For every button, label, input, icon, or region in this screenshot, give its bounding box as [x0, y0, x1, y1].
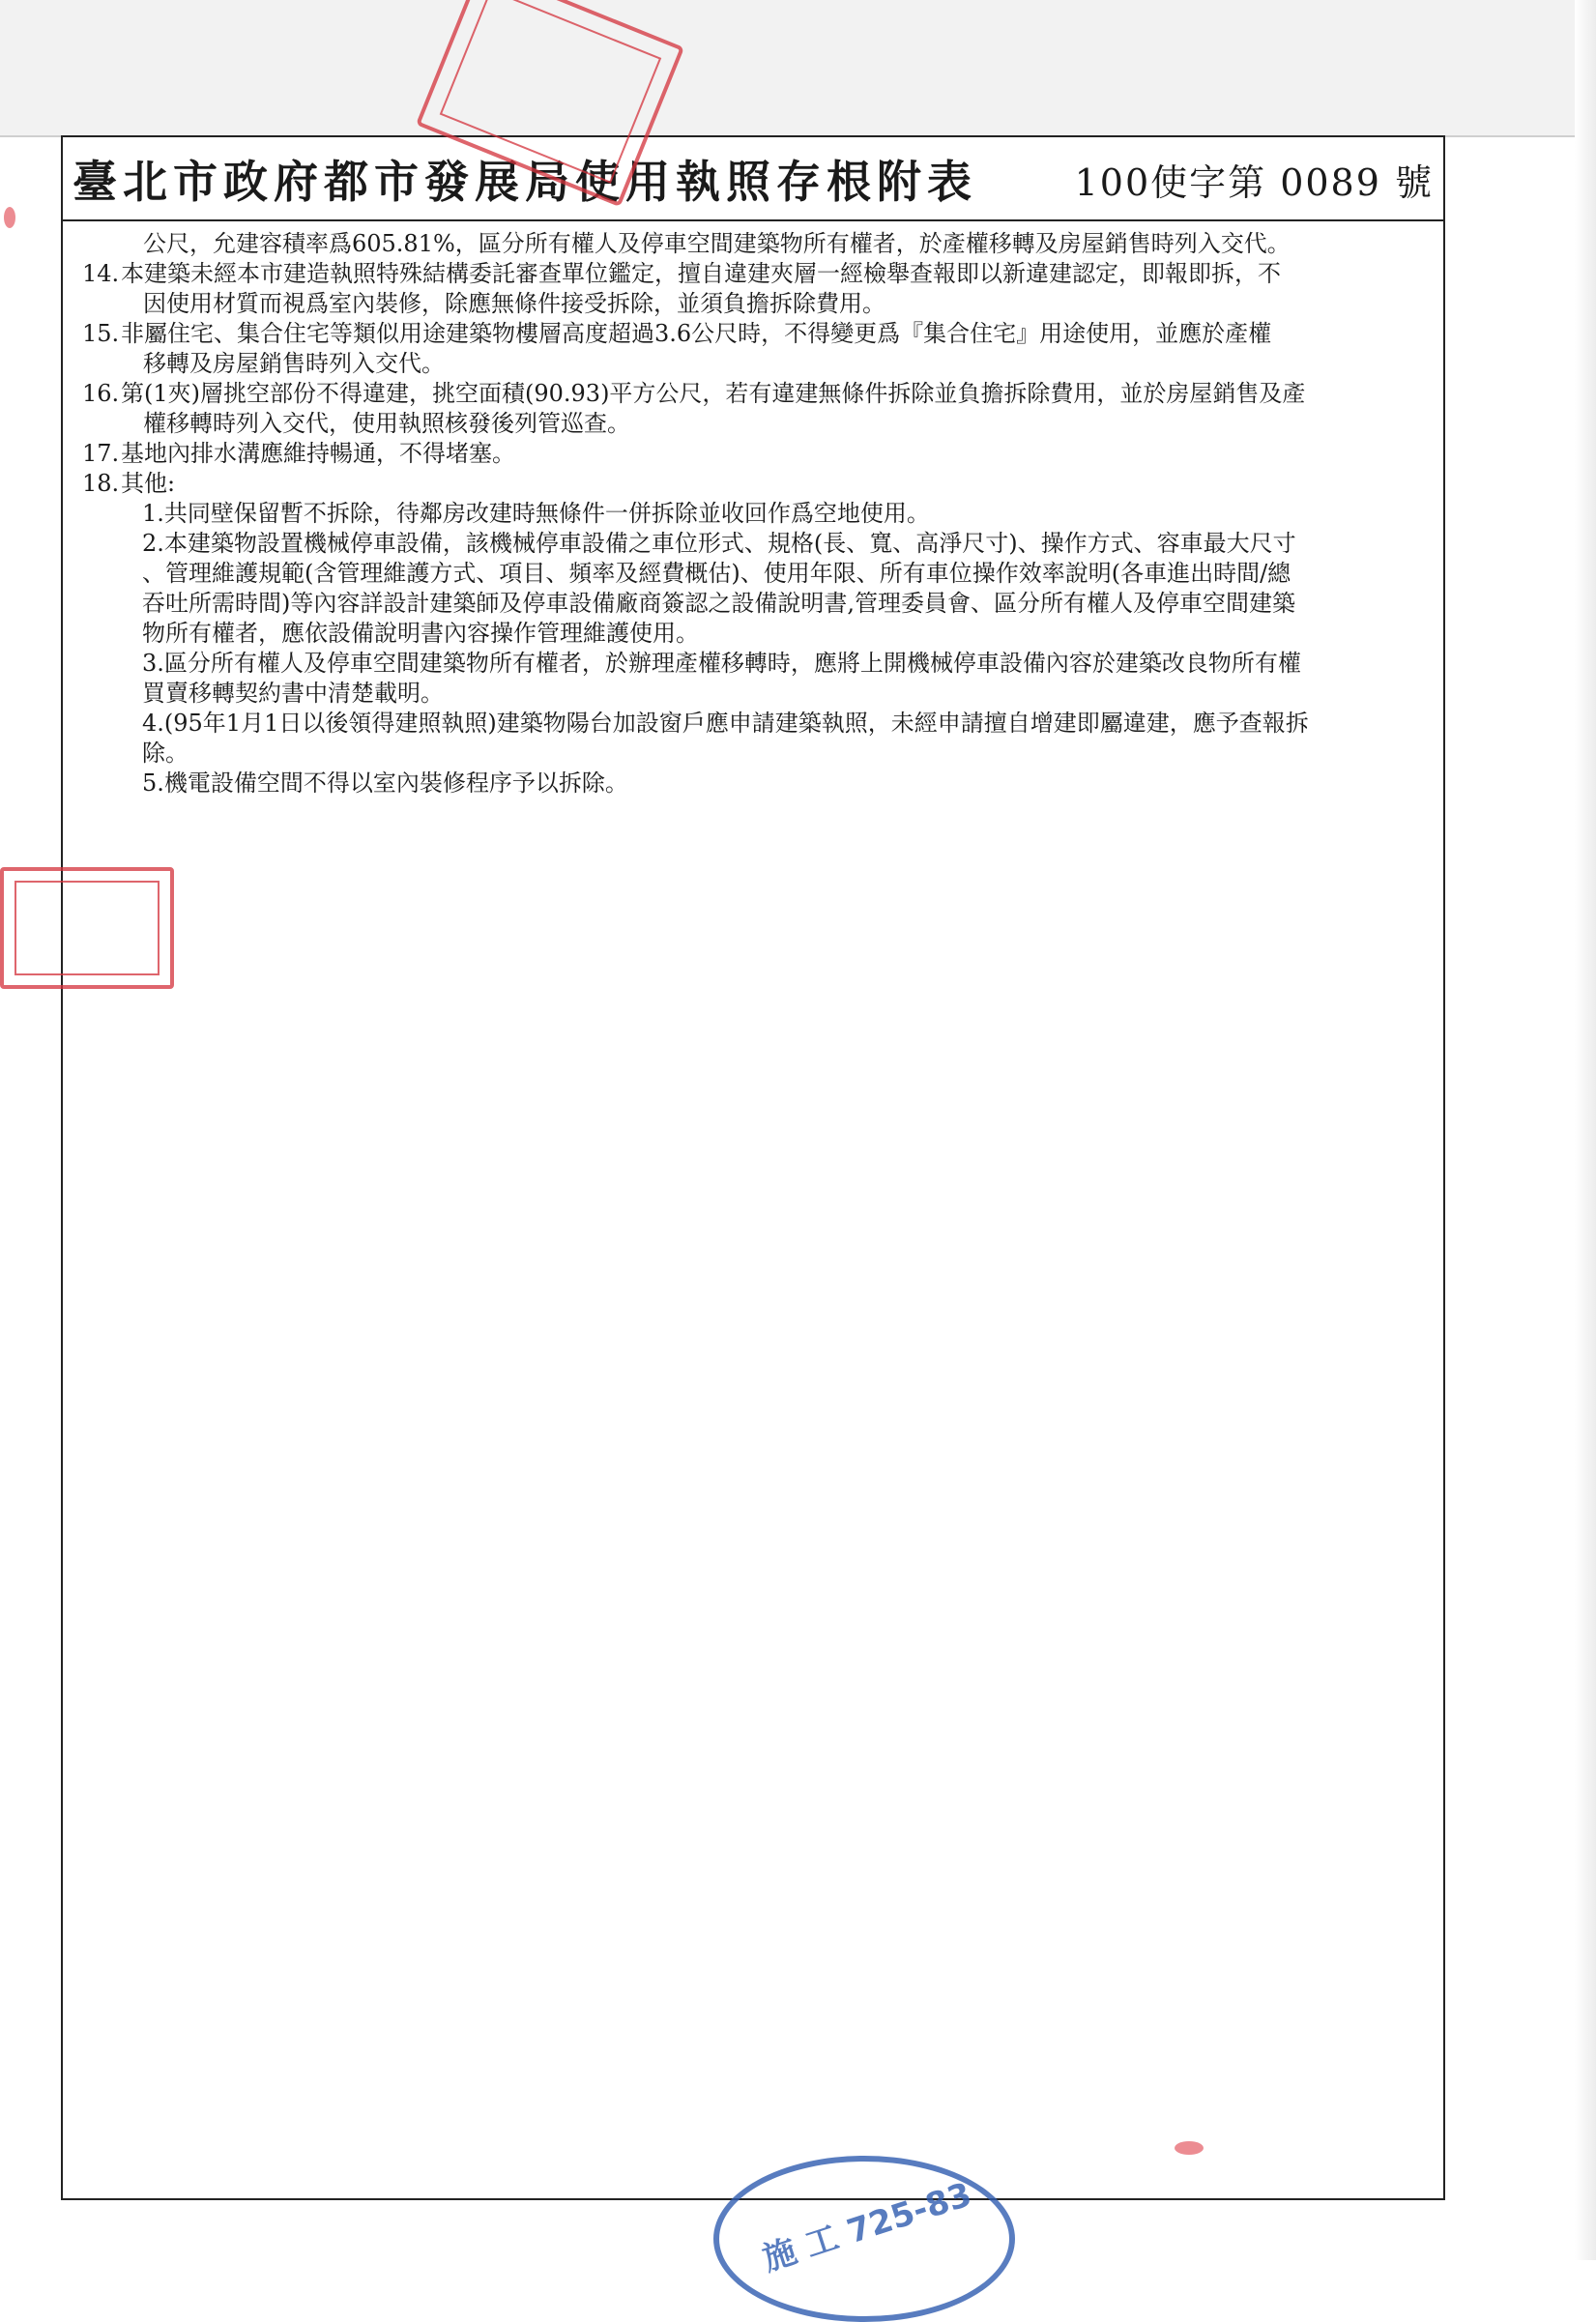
page-edge-shadow [1575, 0, 1596, 2260]
item-text: 基地內排水溝應維持暢通，不得堵塞。 [121, 440, 515, 467]
condition-item-17 [82, 439, 1426, 469]
item-number: 15. [82, 320, 120, 347]
item-number: 17. [82, 440, 120, 467]
sub-item-5 [82, 769, 1426, 798]
sub-item-text-cont: 買賣移轉契約書中清楚載明。 [142, 680, 444, 707]
item-number: 14. [82, 260, 120, 287]
sub-item-text: 5.機電設備空間不得以室內裝修程序予以拆除。 [142, 769, 628, 797]
item-text-cont: 移轉及房屋銷售時列入交代。 [143, 350, 445, 377]
sub-item-text-cont: 物所有權者，應依設備說明書內容操作管理維護使用。 [142, 620, 699, 647]
item-text: 其他: [121, 470, 176, 497]
sub-item-2 [82, 529, 1426, 649]
sub-item-text: 4.(95年1月1日以後領得建照執照)建築物陽台加設窗戶應申請建築執照，未經申請擅自增建即屬違建，應予查報拆 [142, 710, 1309, 737]
condition-item-14 [82, 259, 1426, 319]
conditions-body [82, 229, 1426, 798]
sub-item-1 [82, 499, 1426, 529]
item-text-cont: 因使用材質而視爲室內裝修，除應無條件接受拆除，並須負擔拆除費用。 [143, 290, 885, 317]
red-seal-stamp-left [0, 867, 174, 989]
attachment-table-frame [61, 135, 1445, 2200]
permit-number: 100使字第 0089 號 [1074, 161, 1434, 204]
item-text: 非屬住宅、集合住宅等類似用途建築物樓層高度超過3.6公尺時，不得變更爲『集合住宅』用途使用，並應於產權 [121, 320, 1272, 347]
red-speck [1175, 2141, 1204, 2155]
sub-item-text-cont: 、管理維護規範(含管理維護方式、項目、頻率及經費概估)、使用年限、所有車位操作效率說明(各車進出時間/總 [142, 560, 1291, 587]
item-text-cont: 權移轉時列入交代，使用執照核發後列管巡查。 [143, 410, 630, 437]
condition-item-16 [82, 379, 1426, 439]
item-number: 16. [82, 380, 120, 407]
sub-item-3 [82, 649, 1426, 709]
blue-construction-stamp [713, 2156, 1015, 2322]
item-text: 第(1夾)層挑空部份不得違建，挑空面積(90.93)平方公尺，若有違建無條件拆除並負擔拆除費用，並於房屋銷售及產 [121, 380, 1306, 407]
continuation-line: 公尺，允建容積率爲605.81%，區分所有權人及停車空間建築物所有權者，於產權移轉及房屋銷售時列入交代。 [143, 230, 1291, 257]
sub-item-text: 2.本建築物設置機械停車設備，該機械停車設備之車位形式、規格(長、寬、高淨尺寸)、操作方式、容車最大尺寸 [142, 530, 1296, 557]
condition-item-15 [82, 319, 1426, 379]
sub-item-4 [82, 709, 1426, 769]
title-row [63, 137, 1443, 221]
condition-item-18 [82, 469, 1426, 499]
red-speck [4, 207, 15, 228]
page-title: 臺北市政府都市發展局使用執照存根附表 [73, 156, 977, 208]
sub-item-text-cont: 吞吐所需時間)等內容詳設計建築師及停車設備廠商簽認之設備說明書,管理委員會、區分所有權人及停車空間建築 [142, 590, 1295, 617]
sub-item-text-cont: 除。 [142, 740, 189, 767]
sub-item-text: 1.共同壁保留暫不拆除，待鄰房改建時無條件一併拆除並收回作爲空地使用。 [142, 500, 930, 527]
item-text: 本建築未經本市建造執照特殊結構委託審查單位鑑定，擅自違建夾層一經檢舉查報即以新違建認定，即報即拆，不 [121, 260, 1281, 287]
stamp-text: 施 工 725-83 [758, 2175, 976, 2279]
scan-top-strip [0, 0, 1596, 137]
sub-item-text: 3.區分所有權人及停車空間建築物所有權者，於辦理產權移轉時，應將上開機械停車設備內容於建築改良物所有權 [142, 650, 1301, 677]
item-number: 18. [82, 470, 120, 497]
